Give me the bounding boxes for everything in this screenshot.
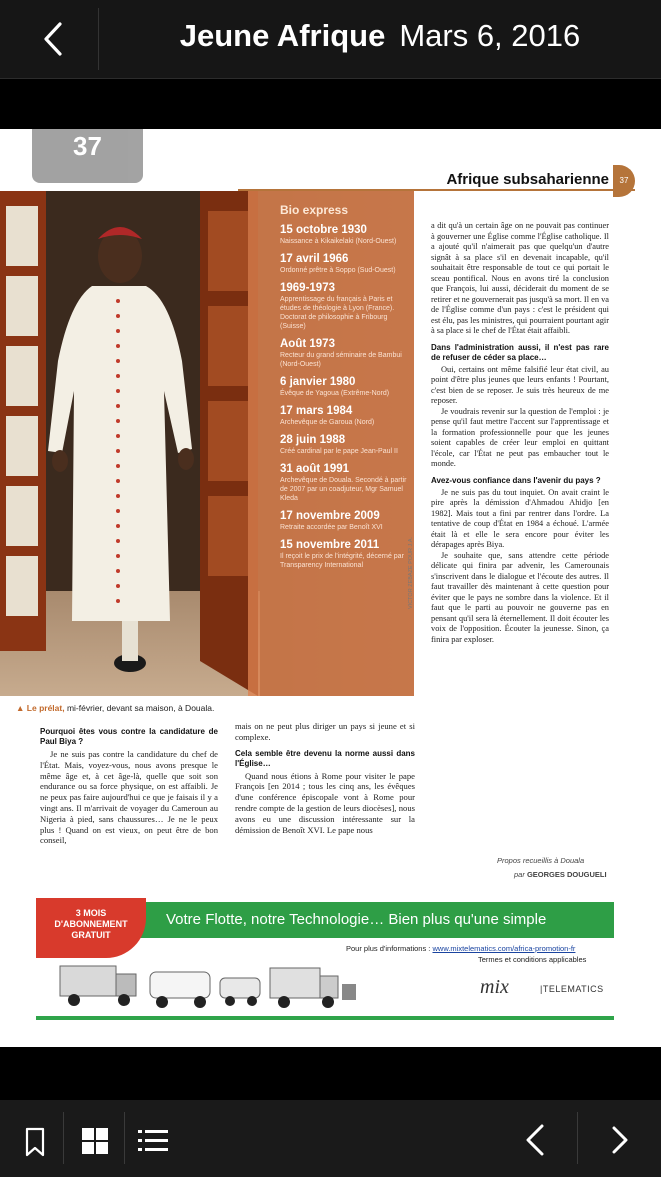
section-page-tab: 37 xyxy=(613,165,635,197)
issue-date: Mars 6, 2016 xyxy=(399,18,581,53)
ad-badge-line: GRATUIT xyxy=(71,930,111,940)
bio-entry xyxy=(280,538,414,570)
ad-slogan-banner: Votre Flotte, notre Technologie… Bien plus qu'une simple Géolocalisation. xyxy=(136,902,614,938)
section-title: Afrique subsaharienne xyxy=(446,171,609,188)
ad-badge-line: 3 MOIS xyxy=(75,908,107,918)
bio-desc: Recteur du grand séminaire de Bambui (Nord-Ouest) xyxy=(280,352,402,368)
bookmark-icon xyxy=(22,1126,48,1158)
bio-date: Août 1973 xyxy=(280,338,335,350)
grid-icon xyxy=(80,1126,110,1156)
top-bar xyxy=(0,0,661,79)
bio-date: 17 mars 1984 xyxy=(280,405,353,417)
divider xyxy=(98,8,99,70)
bio-entry xyxy=(280,462,414,503)
page-number-badge: 37 xyxy=(32,129,143,183)
list-icon xyxy=(136,1126,170,1156)
bio-desc: Il reçoit le prix de l'intégrité, décerné par Transparency International xyxy=(280,553,404,569)
interview-question: Avez-vous confiance dans l'avenir du pays ? xyxy=(431,475,601,485)
caption-lead: Le prélat, xyxy=(26,703,65,713)
bio-entry xyxy=(280,337,414,369)
bio-entry xyxy=(280,223,414,246)
bio-desc: Retraite accordée par Benoît XVI xyxy=(280,524,383,531)
photo-caption xyxy=(16,703,214,713)
viewer-margin xyxy=(0,79,661,129)
ad-terms: Termes et conditions applicables xyxy=(478,955,587,964)
bio-date: 31 août 1991 xyxy=(280,463,350,475)
ad-logo: mix xyxy=(480,976,509,998)
paragraph: a dit qu'à un certain âge on ne pouvait pas continuer à gouverner une Église comme l'Église catholique. Il a ajouté qu'il n'aimerait pas que quelqu'un d'autre signât à sa place s'il en devenait incapable, qu'il souhaitait être responsable de tout ce qui portait le sceau pontifical. Nous en avons tiré la conclusion que François, lui aussi, déciderait du moment de se retirer et ne gouvernerait pas jusqu'à sa mort. Il en va de l'Église comme d'un pays : c'est le président qui est élu, pas les ministres, qui pourraient pourtant agir à sa place si le chef de l'État était affaibli. xyxy=(431,221,610,335)
ad-url-link[interactable]: www.mixtelematics.com/africa-promotion-fr xyxy=(432,944,576,953)
ad-info-label: Pour plus d'informations : xyxy=(346,944,431,953)
ad-offer-badge xyxy=(36,898,146,958)
paragraph: mais on ne peut plus diriger un pays si jeune et si complexe. xyxy=(235,721,415,742)
ad-badge-line: D'ABONNEMENT xyxy=(54,919,128,929)
section-rule xyxy=(238,189,635,191)
paragraph: Je souhaite que, sans attendre cette période délicate qui finira par advenir, les Camerounais s'inscrivent dans le dialogue et l'écoute des autres. Il faut travailler dès maintenant à cette question pour éviter que le pays ne sombre dans la violence. Et il faut que le parti au pouvoir ne gouverne pas en pensant qu'il sera là éternellement. Il doit écouter les voix de l'opposition. Écouter la jeunesse. Sinon, ça finira par exploser. xyxy=(431,550,609,644)
paragraph: Je ne suis pas contre la candidature du chef de l'État. Mais, voyez-vous, nous avons presque le même âge et, à cet âge-là, quelle que soit son endurance ou sa force physique, on est affaibli. Je ne peux pas faire aujourd'hui ce que je faisais il y a vingt ans. Il m'arrivait de voyager du Cameroun au Nigeria à pied, sans chaussures… Je ne le peux plus ! Quand on est vieux, on peut être de bon conseil, xyxy=(40,749,218,846)
author-name: GEORGES DOUGUELI xyxy=(526,870,607,879)
byline xyxy=(514,870,607,879)
bottom-toolbar xyxy=(0,1100,661,1177)
bio-title: Bio express xyxy=(280,203,349,217)
bio-desc: Ordonné prêtre à Soppo (Sud-Ouest) xyxy=(280,267,396,274)
advertisement[interactable] xyxy=(36,896,614,1020)
bio-entry xyxy=(280,509,414,532)
truck-fleet-icon xyxy=(58,960,358,1012)
bio-entry xyxy=(280,404,414,427)
publication-title: Jeune Afrique xyxy=(179,18,386,53)
interview-question: Dans l'administration aussi, il n'est pas rare de refuser de céder sa place… xyxy=(431,342,609,362)
bio-date: 17 avril 1966 xyxy=(280,253,349,265)
ad-info xyxy=(346,944,575,953)
article-column-3 xyxy=(431,221,609,645)
bio-date: 1969-1973 xyxy=(280,282,335,294)
magazine-page[interactable] xyxy=(0,129,661,1047)
bio-entry xyxy=(280,252,414,275)
bookmark-button[interactable] xyxy=(22,1126,48,1163)
bio-date: 15 octobre 1930 xyxy=(280,224,367,236)
bio-desc: Créé cardinal par le pape Jean-Paul II xyxy=(280,448,398,455)
bio-express-panel xyxy=(248,191,414,696)
caption-triangle-icon: ▲ xyxy=(16,703,25,713)
paragraph: Oui, certains ont même falsifié leur état civil, au point d'être plus jeunes que leurs enfants ! Pourtant, c'est bien de se reposer. Je suis très heureux de me reposer. xyxy=(431,364,609,405)
paragraph: Quand nous étions à Rome pour visiter le pape François [en 2014 ; tous les cinq ans, les évêques d'une conférence épiscopale vont à Rome pour rendre compte de la gestion de leurs diocèses], nous avons eu une discussion intéressante sur la démission de Benoît XVI. Le pape nous xyxy=(235,770,415,835)
toolbar-divider xyxy=(577,1112,578,1164)
paragraph: Je ne suis pas du tout inquiet. On avait craint le pire après la démission d'Ahmadou Ahidjo [en 1982]. Mais tout a fini par rentrer dans l'ordre. La tentative de coup d'État en 1984 a échoué. L'armée était là et elle le sera encore pour éviter les dérapages après Biya. xyxy=(431,487,609,549)
byline-prefix: par xyxy=(514,870,525,879)
page-title xyxy=(120,18,640,54)
previous-page-button[interactable] xyxy=(518,1120,552,1165)
bio-desc: Apprentissage du français à Paris et études de théologie à Lyon (France). Doctorat de philosophie à Fribourg (Suisse) xyxy=(280,296,395,330)
paragraph: Je voudrais revenir sur la question de l'emploi : je pense qu'il faut mettre l'accent sur l'apprentissage et la formation professionnelle pour que les jeunes soient capables de créer leur emploi en quittant l'école, car l'État ne peut pas embaucher tout le monde. xyxy=(431,406,609,468)
next-page-icon xyxy=(604,1122,634,1158)
bio-desc: Archevêque de Douala. Secondé à partir de 2007 par un coadjuteur, Mgr Samuel Kleda xyxy=(280,477,407,502)
interview-question: Cela semble être devenu la norme aussi dans l'Église… xyxy=(235,748,415,768)
interview-question: Pourquoi êtes vous contre la candidature de Paul Biya ? xyxy=(40,727,218,746)
bio-date: 15 novembre 2011 xyxy=(280,539,380,551)
caption-text: mi-février, devant sa maison, à Douala. xyxy=(64,703,215,713)
bio-entry xyxy=(280,281,414,331)
bio-entry xyxy=(280,375,414,398)
back-button[interactable] xyxy=(28,14,80,64)
bio-desc: Archevêque de Garoua (Nord) xyxy=(280,419,375,426)
toolbar-divider xyxy=(63,1112,64,1164)
article-column-2 xyxy=(235,721,415,835)
article-column-1 xyxy=(40,721,218,846)
next-page-button[interactable] xyxy=(604,1122,634,1163)
grid-view-button[interactable] xyxy=(80,1126,110,1161)
bio-date: 28 juin 1988 xyxy=(280,434,346,446)
ad-logo-suffix: |TELEMATICS xyxy=(540,984,604,994)
back-chevron-icon xyxy=(28,14,80,64)
previous-page-icon xyxy=(518,1120,552,1160)
list-view-button[interactable] xyxy=(136,1126,170,1161)
photo-credit: VICTOR ZEBAZE POUR J.A. xyxy=(408,536,414,609)
bio-date: 17 novembre 2009 xyxy=(280,510,380,522)
bio-desc: Naissance à Kikaikelaki (Nord-Ouest) xyxy=(280,238,397,245)
toolbar-divider xyxy=(124,1112,125,1164)
bio-date: 6 janvier 1980 xyxy=(280,376,356,388)
interview-credit: Propos recueillis à Douala xyxy=(497,856,585,865)
bio-desc: Évêque de Yagoua (Extrême-Nord) xyxy=(280,390,390,397)
bio-entry xyxy=(280,433,414,456)
